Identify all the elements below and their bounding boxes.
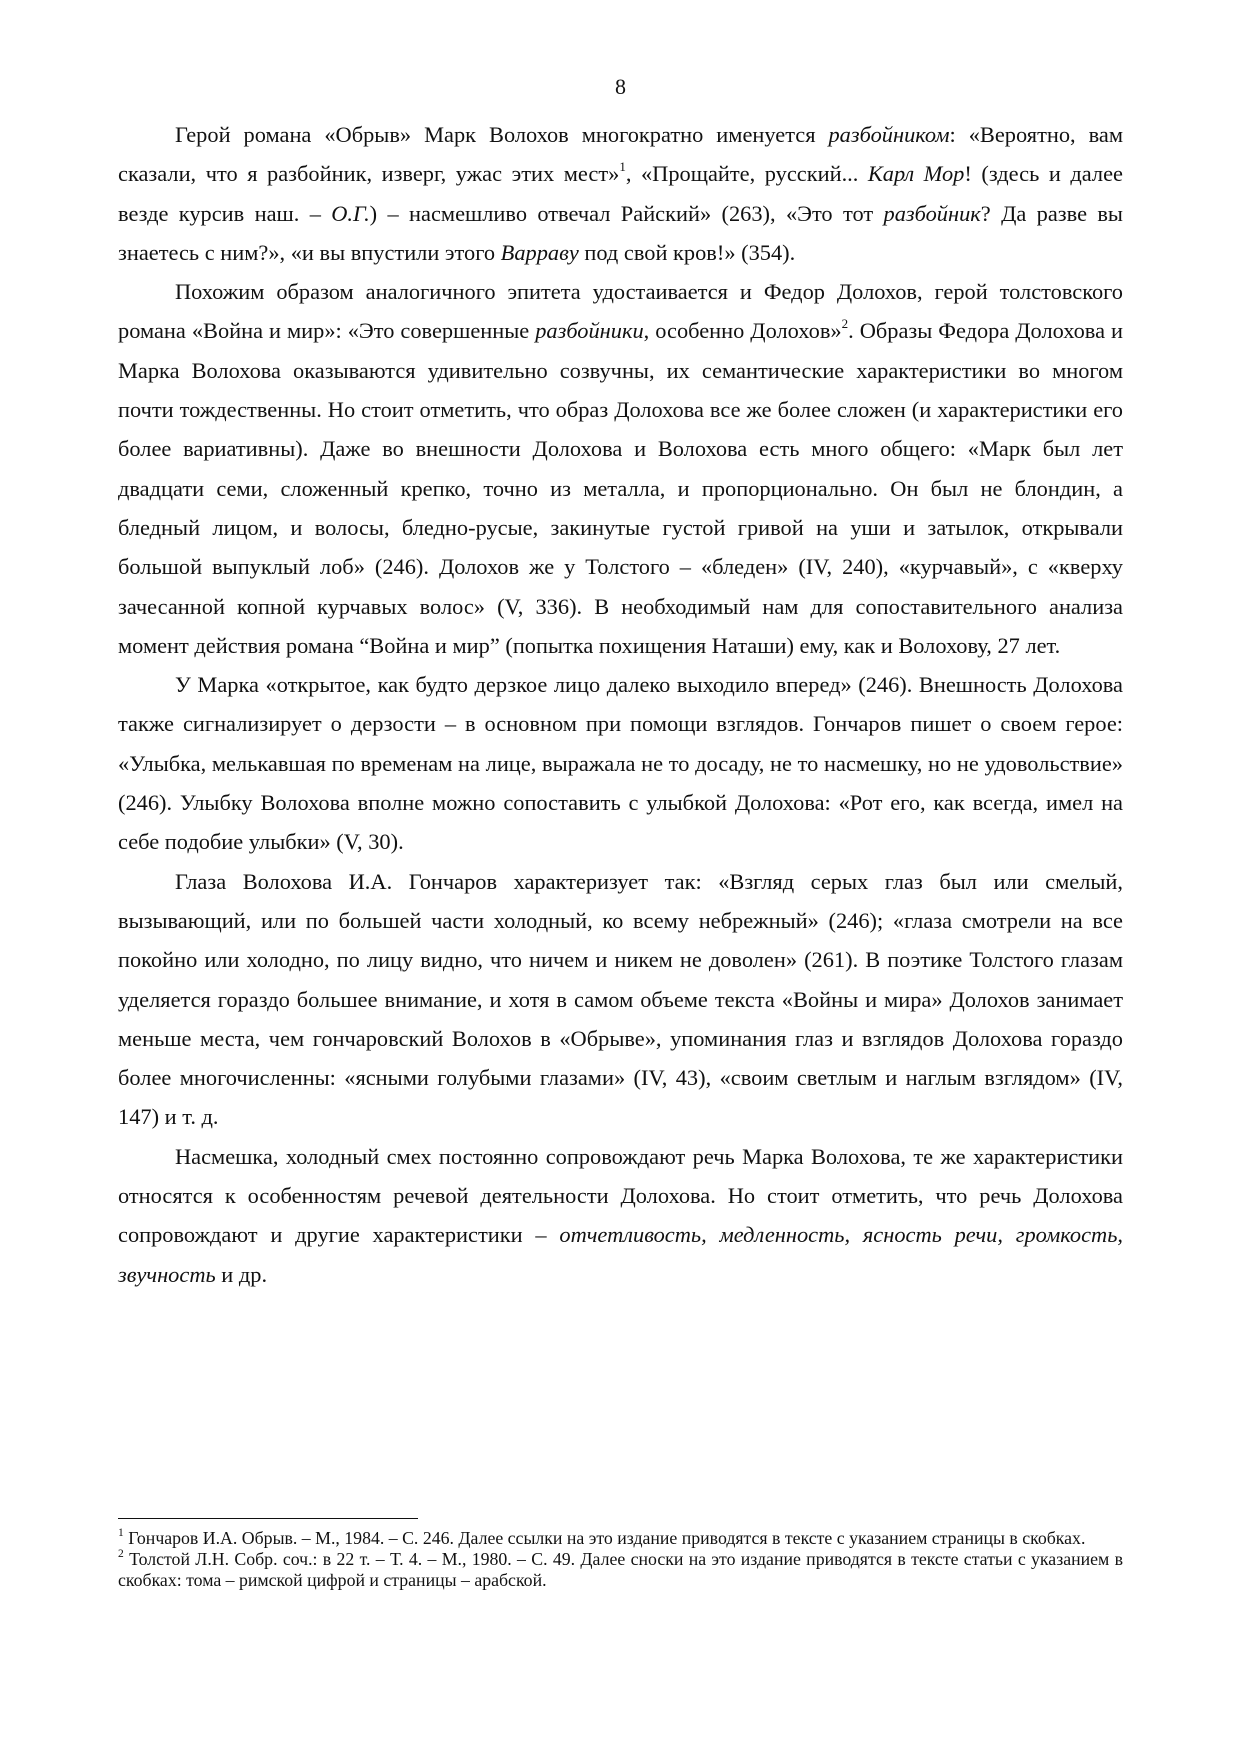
- paragraph: [118, 1137, 1123, 1294]
- text-run: Насмешка, холодный смех постоянно сопровождают речь Марка Волохова, те же характеристики относятся к особенностям речевой деятельности Долохова. Но стоит отметить, что речь Долохова сопровождают и другие характеристики –: [118, 1143, 1123, 1248]
- text-run: ) – насмешливо отвечал Райский» (263), «Это тот: [369, 200, 884, 226]
- text-run: , особенно Долохов»: [643, 318, 842, 344]
- text-run: под свой кров!» (354).: [578, 239, 796, 265]
- page-number: 8: [615, 74, 626, 99]
- footnote-text: Гончаров И.А. Обрыв. – М., 1984. – С. 246. Далее ссылки на это издание приводятся в тексте с указанием страницы в скобках.: [123, 1528, 1086, 1548]
- text-run: : «Вероятно, вам сказали, что я разбойник, изверг, ужас этих мест»: [118, 122, 1123, 187]
- footnote-divider: [118, 1518, 418, 1519]
- text-run: ? Да разве вы знаетесь с ним?», «и вы впустили этого: [118, 200, 1123, 265]
- text-run: ! (здесь и далее везде курсив наш. –: [118, 161, 1123, 226]
- footnote: [118, 1549, 1123, 1591]
- paragraph: [118, 862, 1123, 1137]
- text-run: , «Прощайте, русский...: [625, 161, 868, 187]
- text-run: У Марка «открытое, как будто дерзкое лицо далеко выходило вперед» (246). Внешность Долохова также сигнализирует о дерзости – в основном при помощи взглядов. Гончаров пишет о своем герое: «Улыбка, мелькавшая по временам на лице, выражала не то досаду, не то насмешку, но не удовольствие» (246). Улыбку Волохова вполне можно сопоставить с улыбкой Долохова: «Рот его, как всегда, имел на себе подобие улыбки» (V, 30).: [118, 672, 1123, 855]
- paragraph: [118, 665, 1123, 861]
- footnote-text: Толстой Л.Н. Собр. соч.: в 22 т. – Т. 4. – М., 1980. – С. 49. Далее сноски на это издание приводятся в тексте статьи с указанием в скобках: тома – римской цифрой и страницы – арабской.: [118, 1549, 1123, 1590]
- footnote-ref: 1: [619, 158, 626, 174]
- footnote-mark: 2: [118, 1548, 124, 1561]
- footnote-ref: 2: [841, 316, 849, 332]
- text-run: Герой романа «Обрыв» Марк Волохов многократно именуется: [175, 122, 829, 147]
- text-run: Глаза Волохова И.А. Гончаров характеризует так: «Взгляд серых глаз был или смелый, вызывающий, или по большей части холодный, ко всему небрежный» (246); «глаза смотрели на все покойно или холодно, по лицу видно, что ничем и никем не доволен» (261). В поэтике Толстого глазам уделяется гораздо большее внимание, и хотя в самом объеме текста «Войны и мира» Долохов занимает меньше места, чем гончаровский Волохов в «Обрыве», упоминания глаз и взглядов Долохова гораздо более многочисленны: «ясными голубыми глазами» (IV, 43), «своим светлым и наглым взглядом» (IV, 147) и т. д.: [118, 868, 1123, 1130]
- footnotes: [118, 1528, 1123, 1591]
- italic-text: Варраву: [500, 239, 579, 265]
- italic-text: О.Г.: [331, 200, 370, 226]
- footnote: [118, 1528, 1123, 1549]
- text-run: . Образы Федора Долохова и Марка Волохова оказываются удивительно созвучны, их семантические характеристики во многом почти тождественны. Но стоит отметить, что образ Долохова все же более сложен (и характеристики его более вариативны). Даже во внешности Долохова и Волохова есть много общего: «Марк был лет двадцати семи, сложенный крепко, точно из металла, и пропорционально. Он был не блондин, а бледный лицом, и волосы, бледно-русые, закинутые густой гривой на уши и затылок, открывали большой выпуклый лоб» (246). Долохов же у Толстого – «бледен» (IV, 240), «курчавый», с «кверху зачесанной копной курчавых волос» (V, 336). В необходимый нам для сопоставительного анализа момент действия романа “Война и мир” (попытка похищения Наташи) ему, как и Волохову, 27 лет.: [118, 318, 1123, 658]
- italic-text: отчетливость, медленность, ясность речи, громкость, звучность: [118, 1222, 1123, 1287]
- italic-text: Карл Мор: [867, 161, 965, 187]
- italic-text: разбойником: [828, 122, 950, 147]
- text-run: Похожим образом аналогичного эпитета удостаивается и Федор Долохов, герой толстовского романа «Война и мир»: «Это совершенные: [118, 279, 1123, 344]
- text-run: и др.: [215, 1261, 268, 1287]
- body-text: [118, 115, 1123, 1294]
- footnote-mark: 1: [118, 1527, 124, 1540]
- italic-text: разбойник: [883, 200, 981, 226]
- paragraph: [118, 272, 1123, 665]
- paragraph: [118, 115, 1123, 272]
- italic-text: разбойники: [535, 318, 644, 344]
